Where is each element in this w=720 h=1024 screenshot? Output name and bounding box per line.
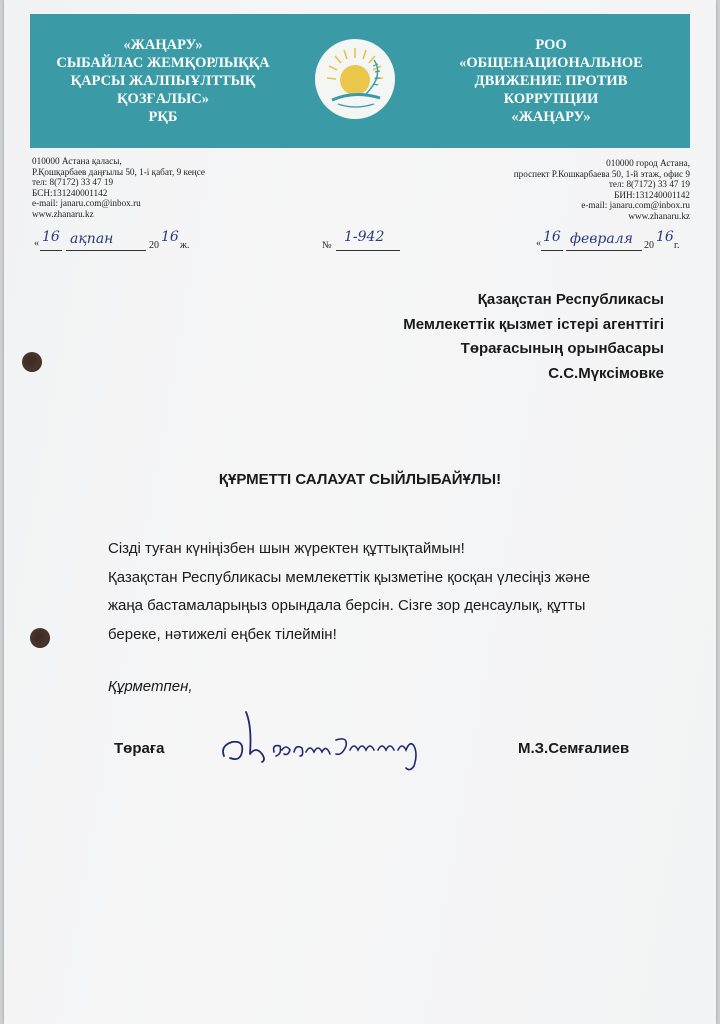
left-date-year: 16	[161, 229, 179, 245]
doc-number-line	[336, 250, 400, 251]
address-line: 010000 Астана қаласы,	[32, 156, 122, 166]
address-line: www.zhanaru.kz	[32, 208, 94, 219]
letterhead-right-line: «ЖАҢАРУ»	[511, 109, 591, 125]
signer-title: Төраға	[114, 740, 165, 757]
recipient-line: С.С.Мүксімовке	[548, 364, 664, 382]
letterhead-left-title	[40, 36, 286, 126]
letterhead-right-line: РОО	[535, 37, 567, 53]
right-date-open-quote: «	[536, 238, 541, 249]
right-date-suffix: г.	[674, 240, 680, 251]
handwritten-signature	[216, 706, 446, 776]
letterhead-left-line: ҚАРСЫ ЖАЛПЫҰЛТТЫҚ	[70, 73, 256, 89]
address-line: тел: 8(7172) 33 47 19	[32, 177, 114, 188]
address-line: 010000 город Астана,	[606, 158, 690, 168]
letter-body	[108, 535, 668, 649]
doc-number-label: №	[322, 240, 332, 251]
sun-emblem-icon	[314, 38, 396, 120]
punch-hole	[30, 628, 50, 648]
right-date-month: февраля	[570, 231, 633, 247]
left-date-month: ақпан	[70, 231, 114, 247]
doc-number-value: 1-942	[344, 229, 385, 245]
address-line: БИН:131240001142	[614, 189, 690, 200]
right-date-day-line	[541, 250, 563, 251]
letterhead-left-line: СЫБАЙЛАС ЖЕМҚОРЛЫҚҚА	[56, 55, 270, 71]
address-line: тел: 8(7172) 33 47 19	[608, 179, 690, 190]
letterhead-right-title	[426, 36, 676, 126]
letterhead-right-line: ДВИЖЕНИЕ ПРОТИВ	[474, 73, 628, 89]
letterhead-left-line: «ЖАҢАРУ»	[123, 37, 203, 53]
body-line: Сізді туған күніңізбен шын жүректен құттықтаймын!	[108, 540, 465, 557]
address-left	[32, 156, 282, 220]
right-date-year: 16	[656, 229, 674, 245]
signer-name: М.З.Семғалиев	[518, 740, 630, 757]
right-date-year-prefix: 20	[644, 240, 654, 251]
recipient-line: Төрағасының орынбасары	[460, 340, 664, 357]
left-date-suffix: ж.	[180, 240, 190, 251]
body-line: береке, нәтижелі еңбек тілеймін!	[108, 625, 337, 643]
right-date-month-line	[566, 250, 642, 251]
letterhead-left-line: ҚОЗҒАЛЫС»	[117, 91, 209, 107]
address-line: e-mail: janaru.com@inbox.ru	[581, 200, 690, 211]
left-date-year-prefix: 20	[149, 240, 159, 251]
body-line: Қазақстан Республикасы мемлекеттік қызметіне қосқан үлесіңіз және	[108, 568, 591, 586]
left-date-day: 16	[42, 229, 60, 245]
recipient-line: Қазақстан Республикасы	[477, 291, 664, 308]
letterhead-right-line: КОРРУПЦИИ	[503, 91, 599, 107]
punch-hole	[22, 352, 42, 372]
left-date-day-line	[40, 250, 62, 251]
address-right	[434, 158, 690, 222]
body-line: жаңа бастамаларыңыз орындала берсін. Сізге зор денсаулық, құтты	[108, 597, 586, 614]
letter-sheet	[4, 0, 716, 1024]
address-line: БСН:131240001142	[32, 187, 108, 198]
left-date-open-quote: «	[34, 238, 39, 249]
address-line: e-mail: janaru.com@inbox.ru	[32, 198, 141, 209]
recipient-block	[244, 288, 664, 386]
left-date-month-line	[66, 250, 146, 251]
salutation: ҚҰРМЕТТІ САЛАУАТ СЫЙЛЫБАЙҰЛЫ!	[218, 471, 502, 488]
letterhead-left-line: РҚБ	[148, 109, 178, 125]
letterhead-band	[30, 14, 690, 148]
address-line: Р.Қошқарбаев даңғылы 50, 1-і қабат, 9 кеңсе	[32, 166, 205, 177]
recipient-line: Мемлекеттік қызмет істері агенттігі	[403, 315, 664, 333]
letterhead-right-line: «ОБЩЕНАЦИОНАЛЬНОЕ	[459, 55, 643, 71]
address-line: www.zhanaru.kz	[628, 210, 690, 221]
closing: Құрметпен,	[108, 678, 193, 695]
address-line: проспект Р.Кошкарбаева 50, 1-й этаж, офис 9	[513, 168, 690, 179]
right-date-day: 16	[543, 229, 561, 245]
